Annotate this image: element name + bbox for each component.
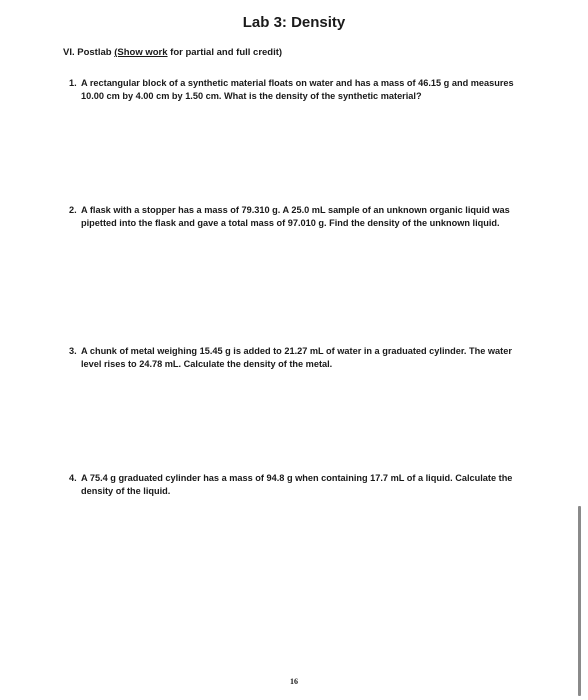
question-4 [69, 472, 514, 498]
question-number: 1. [69, 78, 77, 88]
question-number: 3. [69, 346, 77, 356]
section-heading [63, 47, 282, 58]
section-heading-suffix: for partial and full credit) [167, 47, 283, 58]
vertical-scrollbar[interactable] [578, 506, 581, 696]
section-heading-underlined: (Show work [114, 47, 168, 58]
question-text: A 75.4 g graduated cylinder has a mass of 94.8 g when containing 17.7 mL of a liquid. Calculate the density of the liquid. [81, 473, 513, 496]
question-text: A rectangular block of a synthetic material floats on water and has a mass of 46.15 g and measures 10.00 cm by 4.00 cm by 1.50 cm. What is the density of the synthetic material? [81, 78, 514, 101]
page-title: Lab 3: Density [242, 14, 346, 31]
question-text: A chunk of metal weighing 15.45 g is added to 21.27 mL of water in a graduated cylinder. The water level rises to 24.78 mL. Calculate the density of the metal. [81, 346, 512, 369]
question-1 [69, 77, 514, 103]
question-number: 2. [69, 205, 77, 215]
question-text: A flask with a stopper has a mass of 79.310 g. A 25.0 mL sample of an unknown organic liquid was pipetted into the flask and gave a total mass of 97.010 g. Find the density of the unknown liquid. [81, 205, 510, 228]
question-number: 4. [69, 473, 77, 483]
section-heading-prefix: VI. Postlab [63, 47, 115, 58]
page-number: 16 [290, 677, 298, 686]
question-3 [69, 345, 514, 371]
question-2 [69, 204, 514, 230]
